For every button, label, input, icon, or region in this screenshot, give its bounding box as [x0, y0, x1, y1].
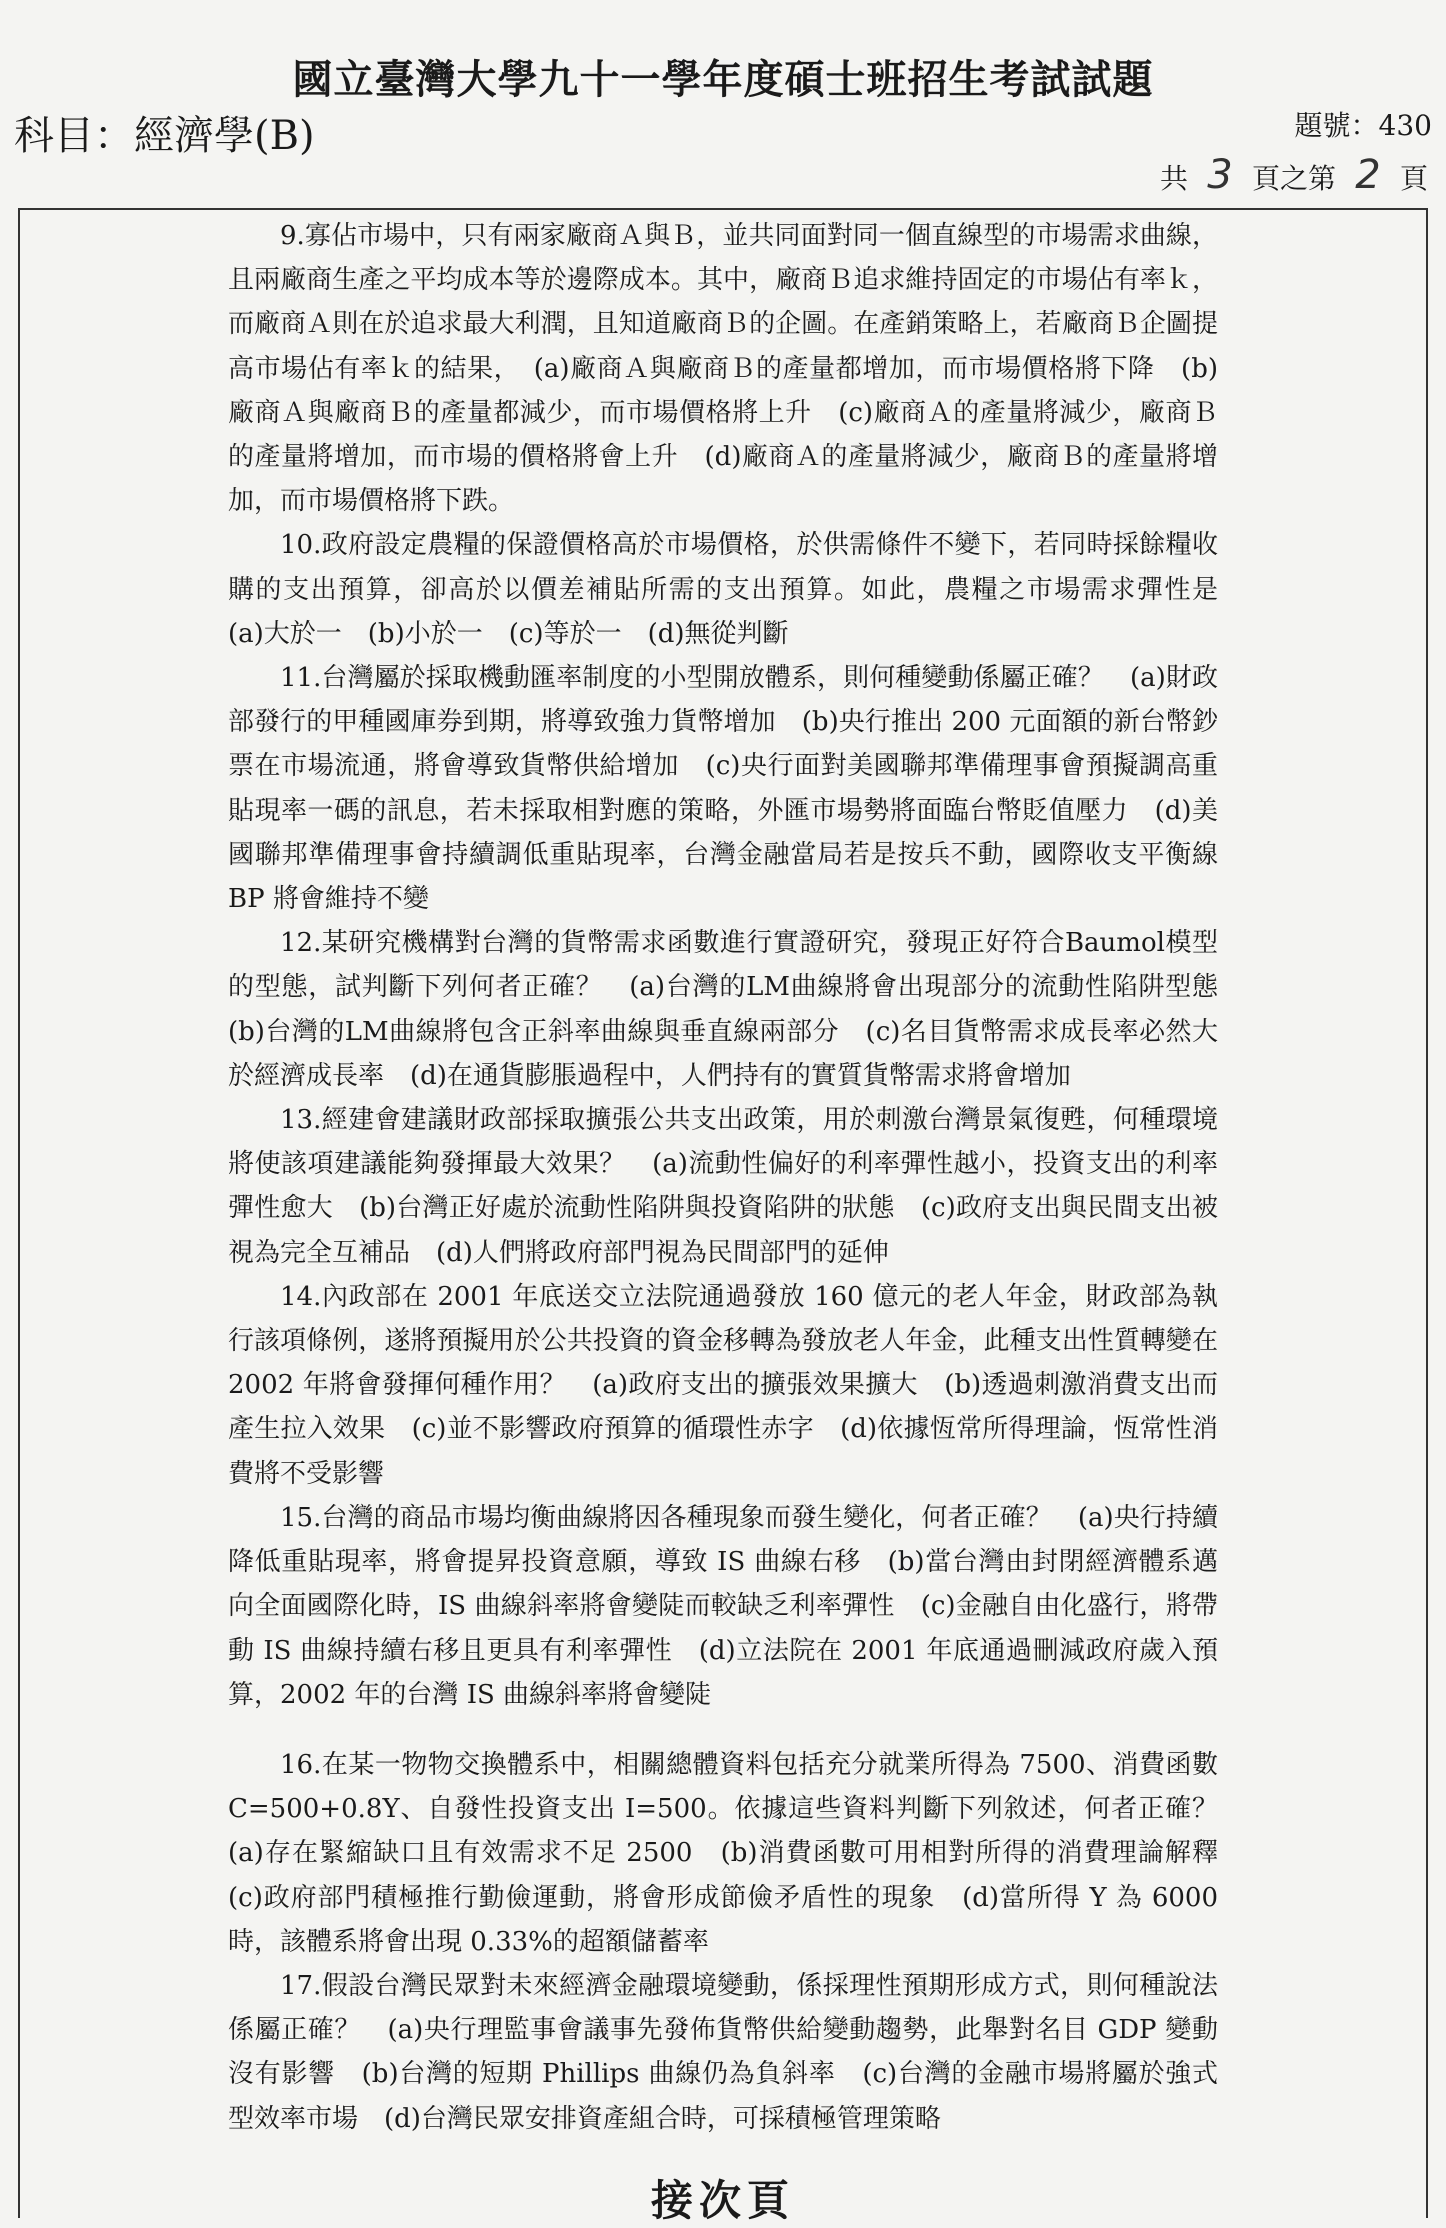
page-current: 2 [1355, 152, 1381, 198]
question-15: 15.台灣的商品市場均衡曲線將因各種現象而發生變化，何者正確？ (a)央行持續降低重貼現率，將會提昇投資意願，導致 IS 曲線右移 (b)當台灣由封閉經濟體系邁向全面國際化時，IS 曲線斜率將會變陡而較缺乏利率彈性 (c)金融自由化盛行，將帶動 IS 曲線持續右移且更具有利率彈性 (d)立法院在 2001 年底通過刪減政府歲入預算，2002 年的台灣 IS 曲線斜率將會變陡 [228, 1502, 1218, 1710]
question-16: 16.在某一物物交換體系中，相關總體資料包括充分就業所得為 7500、消費函數 C=500+0.8Y、自發性投資支出 I=500。依據這些資料判斷下列敘述，何者正確？ (a)存在緊縮缺口且有效需求不足 2500 (b)消費函數可用相對所得的消費理論解釋 (c)政府部門積極推行勤儉運動，將會形成節儉矛盾性的現象 (d)當所得 Y 為 6000 時，該體系將會出現 0.33%的超額儲蓄率 [228, 1749, 1245, 1957]
question-number: 題號：430 [1294, 109, 1432, 142]
question-13: 13.經建會建議財政部採取擴張公共支出政策，用於刺激台灣景氣復甦，何種環境將使該項建議能夠發揮最大效果？ (a)流動性偏好的利率彈性越小，投資支出的利率彈性愈大 (b)台灣正好處於流動性陷阱與投資陷阱的狀態 (c)政府支出與民間支出被視為完全互補品 (d)人們將政府部門視為民間部門的延伸 [228, 1105, 1218, 1268]
question-12: 12.某研究機構對台灣的貨幣需求函數進行實證研究，發現正好符合Baumol模型的型態，試判斷下列何者正確？ (a)台灣的LM曲線將會出現部分的流動性陷阱型態 (b)台灣的LM曲線將包含正斜率曲線與垂直線兩部分 (c)名目貨幣需求成長率必然大於經濟成長率 (d)在通貨膨脹過程中，人們持有的實質貨幣需求將會增加 [228, 928, 1245, 1091]
question-9: 9.寡佔市場中，只有兩家廠商Ａ與Ｂ，並共同面對同一個直線型的市場需求曲線，且兩廠商生產之平均成本等於邊際成本。其中，廠商Ｂ追求維持固定的市場佔有率ｋ，而廠商Ａ則在於追求最大利潤，且知道廠商Ｂ的企圖。在產銷策略上，若廠商Ｂ企圖提高市場佔有率ｋ的結果， (a)廠商Ａ與廠商Ｂ的產量都增加，而市場價格將下降 (b)廠商Ａ與廠商Ｂ的產量都減少，而市場價格將上升 (c)廠商Ａ的產量將減少，廠商Ｂ的產量將增加，而市場的價格將會上升 (d)廠商Ａ的產量將減少，廠商Ｂ的產量將增加，而市場價格將下跌。 [228, 221, 1218, 517]
page-prefix: 共 [1159, 162, 1188, 195]
page-suffix: 頁 [1399, 162, 1428, 195]
page-total: 3 [1207, 152, 1233, 198]
exam-title: 國立臺灣大學九十一學年度碩士班招生考試試題 [292, 56, 1154, 103]
page-mid: 頁之第 [1251, 162, 1336, 195]
subject-label: 科目：經濟學(B) [14, 113, 315, 159]
question-list [228, 214, 1245, 2141]
question-11: 11.台灣屬於採取機動匯率制度的小型開放體系，則何種變動係屬正確？ (a)財政部發行的甲種國庫券到期，將導致強力貨幣增加 (b)央行推出 200 元面額的新台幣鈔票在市場流通，將會導致貨幣供給增加 (c)央行面對美國聯邦準備理事會預擬調高重貼現率一碼的訊息，若未採取相對應的策略，外匯市場勢將面臨台幣貶值壓力 (d)美國聯邦準備理事會持續調低重貼現率，台灣金融當局若是按兵不動，國際收支平衡線 BP 將會維持不變 [228, 663, 1218, 915]
question-14: 14.內政部在 2001 年底送交立法院通過發放 160 億元的老人年金，財政部為執行該項條例，遂將預擬用於公共投資的資金移轉為發放老人年金，此種支出性質轉變在 2002 年將會發揮何種作用？ (a)政府支出的擴張效果擴大 (b)透過刺激消費支出而產生拉入效果 (c)並不影響政府預算的循環性赤字 (d)依據恆常所得理論，恆常性消費將不受影響 [228, 1281, 1218, 1489]
page-info [1160, 152, 1428, 198]
question-17: 17.假設台灣民眾對未來經濟金融環境變動，係採理性預期形成方式，則何種說法係屬正確？ (a)央行理監事會議事先發佈貨幣供給變動趨勢，此舉對名目 GDP 變動沒有影響 (b)台灣的短期 Phillips 曲線仍為負斜率 (c)台灣的金融市場將屬於強式型效率市場 (d)台灣民眾安排資產組合時，可採積極管理策略 [228, 1970, 1218, 2134]
continue-next-page: 接次頁 [650, 2176, 795, 2225]
question-10: 10.政府設定農糧的保證價格高於市場價格，於供需條件不變下，若同時採餘糧收購的支出預算，卻高於以價差補貼所需的支出預算。如此，農糧之市場需求彈性是 (a)大於一 (b)小於一 (c)等於一 (d)無從判斷 [228, 530, 1245, 649]
